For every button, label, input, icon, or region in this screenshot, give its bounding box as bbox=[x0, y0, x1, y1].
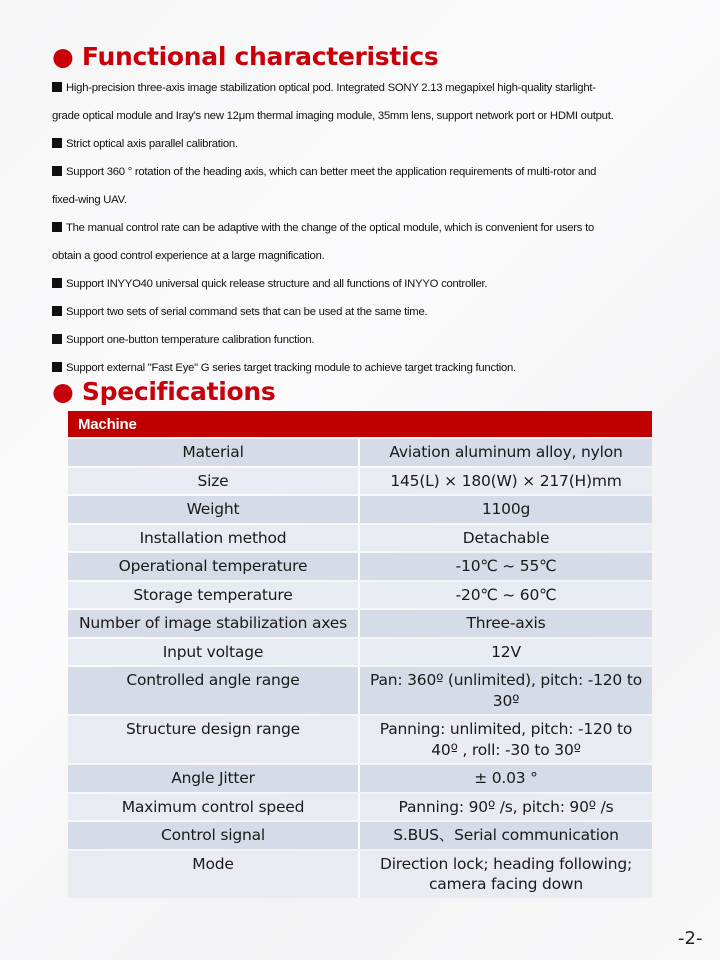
spec-value: Panning: 90º /s, pitch: 90º /s bbox=[360, 794, 652, 821]
feature-line bbox=[52, 186, 692, 214]
square-bullet-icon bbox=[52, 362, 62, 372]
spec-key: Storage temperature bbox=[68, 582, 360, 609]
feature-line bbox=[52, 242, 692, 270]
feature-text: High-precision three-axis image stabilization optical pod. Integrated SONY 2.13 megapixel high-quality starlight- bbox=[66, 82, 596, 94]
spec-value: 12V bbox=[360, 639, 652, 666]
spec-value: -10℃ ~ 55℃ bbox=[360, 553, 652, 580]
feature-text: Support INYYO40 universal quick release structure and all functions of INYYO controller. bbox=[66, 278, 488, 290]
spec-key: Angle Jitter bbox=[68, 765, 360, 792]
square-bullet-icon bbox=[52, 334, 62, 344]
spec-value: 1100g bbox=[360, 496, 652, 523]
spec-value: Pan: 360º (unlimited), pitch: -120 to 30º bbox=[360, 667, 652, 714]
table-row bbox=[68, 851, 652, 898]
table-row bbox=[68, 553, 652, 580]
feature-line bbox=[52, 298, 692, 326]
square-bullet-icon bbox=[52, 278, 62, 288]
feature-text: Support external "Fast Eye" G series target tracking module to achieve target tracking function. bbox=[66, 362, 516, 374]
feature-line bbox=[52, 270, 692, 298]
section-title-functional: ● Functional characteristics bbox=[52, 42, 439, 71]
spec-value: Panning: unlimited, pitch: -120 to 40º , roll: -30 to 30º bbox=[360, 716, 652, 763]
square-bullet-icon bbox=[52, 222, 62, 232]
square-bullet-icon bbox=[52, 166, 62, 176]
square-bullet-icon bbox=[52, 138, 62, 148]
feature-line bbox=[52, 326, 692, 354]
table-row bbox=[68, 582, 652, 609]
table-row bbox=[68, 716, 652, 763]
spec-key: Operational temperature bbox=[68, 553, 360, 580]
table-row bbox=[68, 468, 652, 495]
table-row bbox=[68, 439, 652, 466]
table-row bbox=[68, 525, 652, 552]
spec-key: Mode bbox=[68, 851, 360, 898]
spec-key: Controlled angle range bbox=[68, 667, 360, 714]
feature-line bbox=[52, 102, 692, 130]
section-title-specifications: ● Specifications bbox=[52, 377, 276, 406]
feature-text: Support two sets of serial command sets that can be used at the same time. bbox=[66, 306, 428, 318]
feature-line bbox=[52, 214, 692, 242]
spec-key: Control signal bbox=[68, 822, 360, 849]
spec-key: Installation method bbox=[68, 525, 360, 552]
spec-value: Direction lock; heading following; camera facing down bbox=[360, 851, 652, 898]
feature-text: Strict optical axis parallel calibration. bbox=[66, 138, 238, 150]
spec-key: Number of image stabilization axes bbox=[68, 610, 360, 637]
spec-key: Maximum control speed bbox=[68, 794, 360, 821]
specifications-table bbox=[68, 409, 652, 900]
spec-value: Detachable bbox=[360, 525, 652, 552]
spec-key: Material bbox=[68, 439, 360, 466]
square-bullet-icon bbox=[52, 82, 62, 92]
table-row bbox=[68, 610, 652, 637]
table-row bbox=[68, 765, 652, 792]
table-row bbox=[68, 496, 652, 523]
feature-list bbox=[52, 74, 692, 382]
spec-key: Weight bbox=[68, 496, 360, 523]
table-row bbox=[68, 794, 652, 821]
spec-key: Size bbox=[68, 468, 360, 495]
table-header-machine: Machine bbox=[68, 411, 652, 437]
spec-key: Structure design range bbox=[68, 716, 360, 763]
table-row bbox=[68, 667, 652, 714]
feature-text: The manual control rate can be adaptive with the change of the optical module, which is convenient for users to bbox=[66, 222, 595, 234]
feature-text: obtain a good control experience at a large magnification. bbox=[52, 250, 325, 262]
table-row bbox=[68, 822, 652, 849]
feature-line bbox=[52, 130, 692, 158]
spec-value: S.BUS、Serial communication bbox=[360, 822, 652, 849]
spec-value: Aviation aluminum alloy, nylon bbox=[360, 439, 652, 466]
square-bullet-icon bbox=[52, 306, 62, 316]
feature-text: fixed-wing UAV. bbox=[52, 194, 127, 206]
feature-text: Support 360 ° rotation of the heading axis, which can better meet the application requirements of multi-rotor and bbox=[66, 166, 597, 178]
feature-text: grade optical module and Iray's new 12μm thermal imaging module, 35mm lens, support network port or HDMI output. bbox=[52, 110, 614, 122]
spec-value: -20℃ ~ 60℃ bbox=[360, 582, 652, 609]
feature-line bbox=[52, 158, 692, 186]
feature-text: Support one-button temperature calibration function. bbox=[66, 334, 315, 346]
spec-key: Input voltage bbox=[68, 639, 360, 666]
table-row bbox=[68, 639, 652, 666]
spec-value: Three-axis bbox=[360, 610, 652, 637]
spec-value: 145(L) × 180(W) × 217(H)mm bbox=[360, 468, 652, 495]
feature-line bbox=[52, 74, 692, 102]
spec-value: ± 0.03 ° bbox=[360, 765, 652, 792]
page-number: -2- bbox=[678, 928, 703, 949]
